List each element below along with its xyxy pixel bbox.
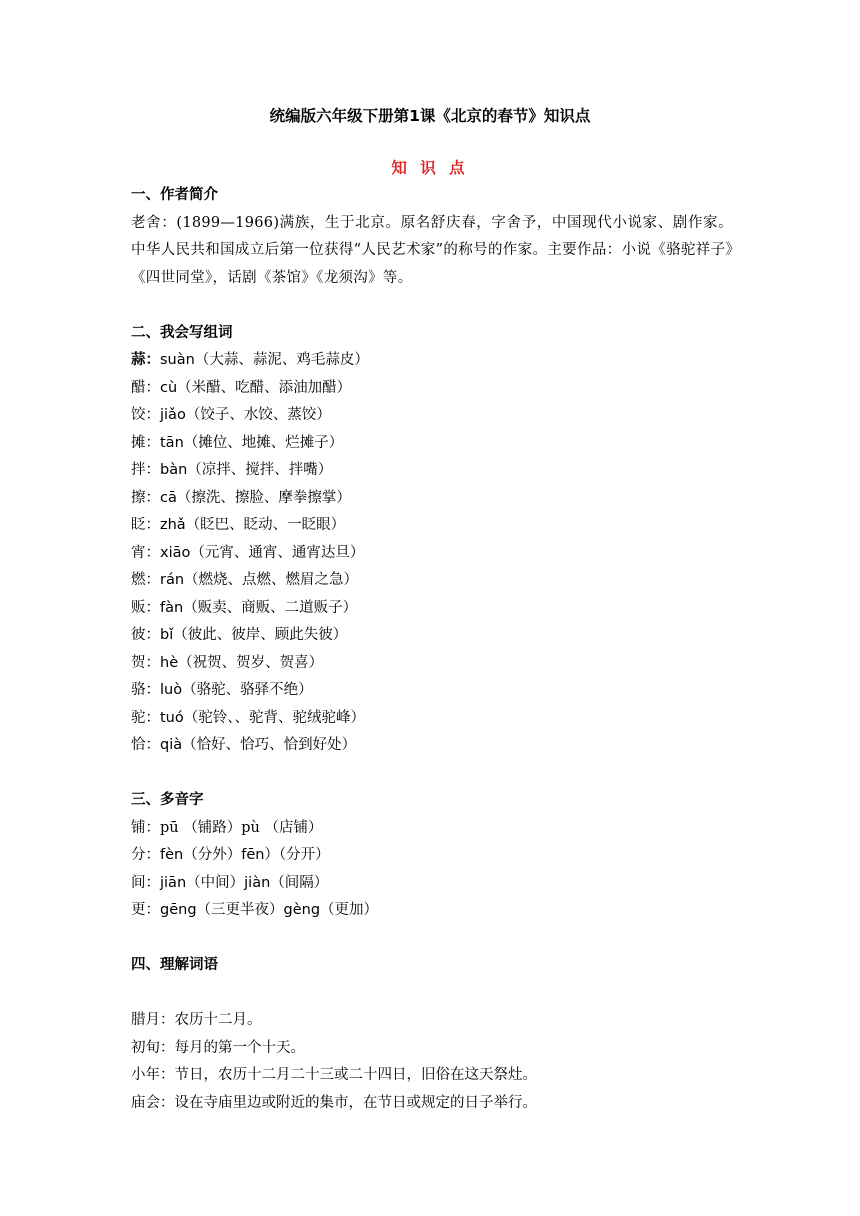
vocab-row: 初旬：每月的第一个十天。 <box>131 1039 305 1056</box>
word-row <box>131 567 733 595</box>
word-row <box>131 485 733 513</box>
word-examples: （贩卖、商贩、二道贩子） <box>183 599 358 616</box>
word-row <box>131 540 733 568</box>
word-examples: （恰好、恰巧、恰到好处） <box>182 737 357 753</box>
word-pinyin: cā <box>160 489 177 506</box>
word-examples: （米醋、吃醋、添油加醋） <box>177 379 352 396</box>
word-examples: （祝贺、贺岁、贺喜） <box>178 654 324 671</box>
word-pinyin: bàn <box>160 462 188 478</box>
author-heading: 一、作者简介 <box>131 187 218 203</box>
word-examples: （眨巴、眨动、一眨眼） <box>185 517 346 533</box>
word-row <box>131 677 733 705</box>
word-pinyin: suàn <box>160 352 195 368</box>
document-title: 统编版六年级下册第1课《北京的春节》知识点 <box>269 107 591 125</box>
word-row <box>131 402 733 430</box>
word-row <box>131 430 733 458</box>
word-pinyin: jiǎo <box>160 407 186 423</box>
section-subtitle: 知 识 点 <box>391 159 469 177</box>
word-pinyin: rán <box>160 572 185 588</box>
word-row <box>131 512 733 540</box>
word-char: 醋： <box>131 379 160 396</box>
vocab-row: 庙会：设在寺庙里边或附近的集市，在节日或规定的日子举行。 <box>131 1094 537 1111</box>
word-char: 驼： <box>131 709 160 726</box>
polyphone-char: 间： <box>131 874 160 891</box>
polyphone-char: 分： <box>131 847 160 863</box>
word-row <box>131 705 733 733</box>
polyphone-row <box>131 842 733 870</box>
polyphone-readings: jiān（中间）jiàn（间隔） <box>160 874 329 891</box>
word-row <box>131 347 733 375</box>
polyphone-row <box>131 870 733 898</box>
word-char: 摊： <box>131 434 160 451</box>
word-char: 贩： <box>131 599 160 616</box>
word-char: 蒜： <box>131 352 160 368</box>
words-list <box>131 347 733 760</box>
word-pinyin: cù <box>160 379 178 396</box>
polyphone-readings: pū （铺路）pù （店铺） <box>160 819 323 836</box>
word-pinyin: fàn <box>160 599 184 616</box>
polyphone-char: 更： <box>131 902 160 918</box>
polyphone-row <box>131 897 733 925</box>
word-examples: （燃烧、点燃、燃眉之急） <box>184 572 359 588</box>
word-char: 恰： <box>131 737 160 753</box>
polyphones-heading: 三、多音字 <box>131 792 204 808</box>
word-examples: （彼此、彼岸、顾此失彼） <box>173 627 348 643</box>
polyphone-char: 铺： <box>131 819 160 836</box>
spacer <box>131 980 733 1008</box>
vocab-row: 小年：节日，农历十二月二十三或二十四日，旧俗在这天祭灶。 <box>131 1067 537 1083</box>
polyphones-list <box>131 815 733 925</box>
word-examples: （骆驼、骆驿不绝） <box>182 682 313 698</box>
spacer <box>131 292 733 320</box>
word-pinyin: zhǎ <box>160 517 186 533</box>
word-row <box>131 595 733 623</box>
word-pinyin: hè <box>160 654 179 671</box>
polyphone-row <box>131 815 733 843</box>
word-examples: （驼铃、、驼背、驼绒驼峰） <box>183 709 365 726</box>
vocab-list <box>131 1007 733 1117</box>
word-char: 燃： <box>131 572 160 588</box>
vocab-row: 腊月：农历十二月。 <box>131 1012 262 1028</box>
words-heading: 二、我会写组词 <box>131 324 233 341</box>
word-row <box>131 375 733 403</box>
document-body <box>131 182 733 1117</box>
word-row <box>131 650 733 678</box>
word-row <box>131 732 733 760</box>
word-char: 宵： <box>131 544 160 561</box>
word-char: 拌： <box>131 462 160 478</box>
word-char: 眨： <box>131 517 160 533</box>
word-char: 擦： <box>131 489 160 506</box>
spacer <box>131 760 733 788</box>
word-examples: （擦洗、擦脸、摩拳擦掌） <box>176 489 351 506</box>
author-intro: 老舍：(1899—1966)满族，生于北京。原名舒庆春，字舍予，中国现代小说家、剧作家。中华人民共和国成立后第一位获得“人民艺术家”的称号的作家。主要作品：小说《骆驼祥子》《四世同堂》，话剧《茶馆》《龙须沟》等。 <box>131 214 733 286</box>
word-examples: （大蒜、蒜泥、鸡毛蒜皮） <box>194 352 369 368</box>
word-examples: （饺子、水饺、蒸饺） <box>185 407 331 423</box>
polyphone-readings: fèn（分外）fēn）（分开） <box>160 847 330 863</box>
word-pinyin: tān <box>160 434 184 451</box>
polyphone-readings: gēng（三更半夜）gèng（更加） <box>160 902 379 918</box>
word-char: 贺： <box>131 654 160 671</box>
word-examples: （摊位、地摊、烂摊子） <box>183 434 344 451</box>
word-pinyin: qià <box>160 737 183 753</box>
word-char: 骆： <box>131 682 160 698</box>
word-row <box>131 622 733 650</box>
word-pinyin: xiāo <box>160 544 191 561</box>
word-examples: （凉拌、搅拌、拌嘴） <box>187 462 333 478</box>
spacer <box>131 925 733 953</box>
word-row <box>131 457 733 485</box>
word-char: 彼： <box>131 627 160 643</box>
word-examples: （元宵、通宵、通宵达旦） <box>190 544 365 561</box>
word-pinyin: bǐ <box>160 627 174 643</box>
word-char: 饺： <box>131 407 160 423</box>
word-pinyin: tuó <box>160 709 184 726</box>
vocab-heading: 四、理解词语 <box>131 957 218 973</box>
word-pinyin: luò <box>160 682 183 698</box>
